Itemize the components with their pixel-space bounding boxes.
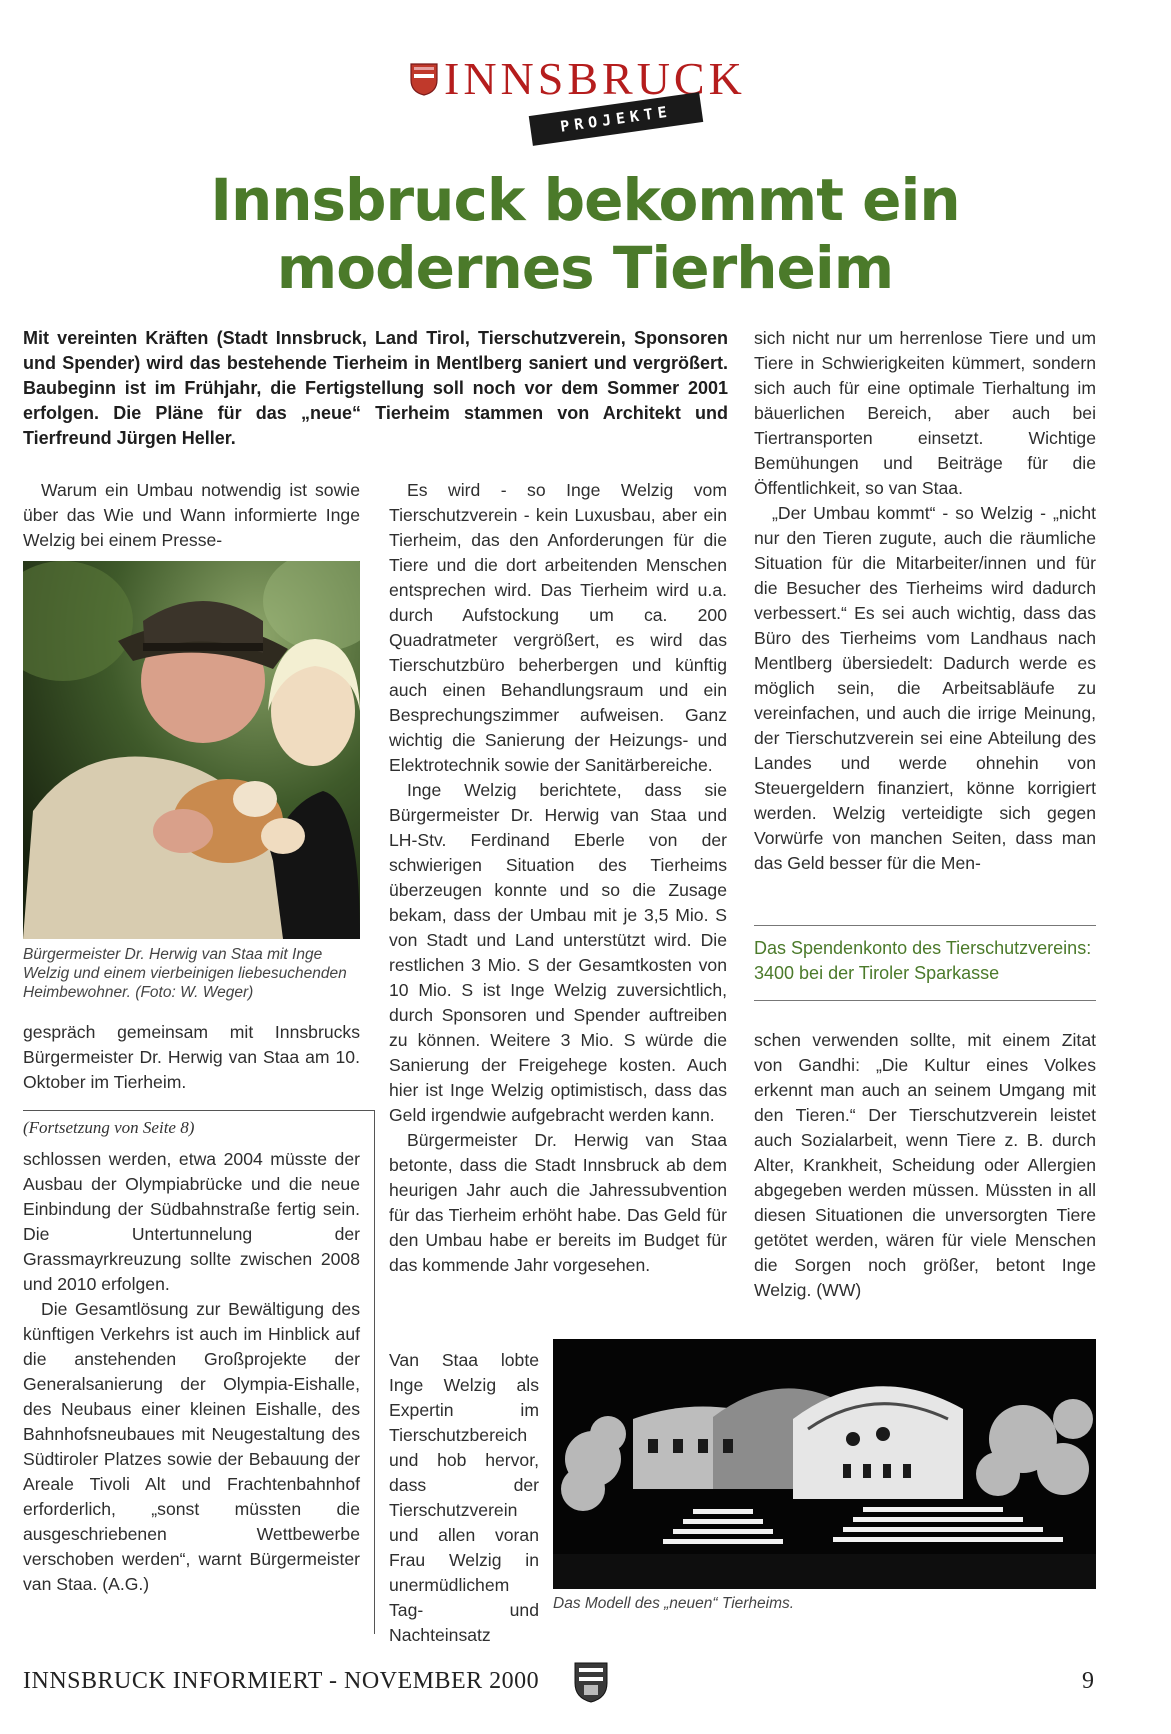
masthead-tag: PROJEKTE — [529, 92, 704, 146]
model-caption: Das Modell des „neuen“ Tierheims. — [553, 1595, 795, 1612]
headline-line-2: modernes Tierheim — [276, 234, 894, 302]
continued-p2: Die Gesamtlösung zur Bewältigung des künftigen Verkehrs ist auch im Hinblick auf die anstehenden Großprojekte der Generalsanierung der Olympia-Eishalle, des Neubaus einer kleinen Eishalle, des Bahnhofsneubaues mit Neugestaltung des Südtiroler Platzes sowie der Bebauung der Areale Tivoli Alt und Frachtenbahnhof erforderlich, „sonst müssten die ausgeschriebenen Wettbewerbe verschoben werden“, warnt Bürgermeister van Staa. (A.G.) — [23, 1299, 360, 1594]
col1-intro: Warum ein Umbau notwendig ist sowie über das Wie und Wann informierte Inge Welzig bei einem Presse- — [23, 480, 360, 550]
col3-p2: „Der Umbau kommt“ - so Welzig - „nicht nur den Tieren zugute, auch die räumliche Situation für die Mitarbeiter/innen und für die Besucher des Tierheims wird dadurch verbessert.“ Es sei auch wichtig, dass das Büro des Tierheims vom Landhaus nach Mentlberg übersiedelt: Dadurch werde es möglich sein, die Arbeitsabläufe zu vereinfachen, und auch die irrige Meinung, der Tierschutzverein sei eine Abteilung des Landes und werde ohnehin von Steuergeldern finanziert, könne korrigiert werden. Welzig verteidigte sich gegen Vorwürfe von manchen Seiten, dass man das Geld besser für die Men- — [754, 503, 1096, 873]
city-crest-icon — [410, 62, 438, 96]
headline-line-1: Innsbruck bekommt ein — [210, 166, 960, 234]
col2-block — [389, 478, 727, 1278]
model-image-tierheim — [553, 1339, 1096, 1589]
city-crest-footer-icon — [574, 1661, 608, 1703]
col1-after-photo: gespräch gemeinsam mit Innsbrucks Bürgermeister Dr. Herwig van Staa am 10. Oktober im Tierheim. — [23, 1022, 360, 1092]
col2-tail-block — [389, 1348, 539, 1648]
article-headline — [90, 166, 1080, 302]
col3-p1: sich nicht nur um herrenlose Tiere und um Tiere in Schwierigkeiten kümmert, sondern sich auch für eine optimale Tierhaltung im bäuerlichen Bereich, aber auch bei Tiertransporten einsetzt. Wichtige Bemühungen und Beiträge für die Öffentlichkeit, so van Staa. — [754, 328, 1096, 498]
continued-label: (Fortsetzung von Seite 8) — [23, 1118, 195, 1137]
col2-p4: Van Staa lobte Inge Welzig als Expertin im Tierschutzbereich und hob hervor, dass der Tierschutzverein und allen voran Frau Welzig in unermüdlichem Tag- und Nachteinsatz — [389, 1350, 539, 1645]
col3-p3: schen verwenden sollte, mit einem Zitat von Gandhi: „Die Kultur eines Volkes erkennt man auch an seinem Umgang mit den Tieren.“ Der Tierschutzverein leistet auch Sozialarbeit, wenn Tiere z. B. durch Alter, Krankheit, Scheidung oder Allergien abgegeben werden müssen. Müssten in all diesen Situationen die unversorgten Tiere getötet werden, wären für viele Menschen die Sorgen noch größer, betont Inge Welzig. (WW) — [754, 1030, 1096, 1300]
col1-after-photo-block — [23, 1020, 360, 1095]
col2-p1: Es wird - so Inge Welzig vom Tierschutzverein - kein Luxusbau, aber ein Tierheim, das den Anforderungen für die Tiere und die dort arbeitenden Menschen entsprechen wird. Das Tierheim wird u.a. durch Aufstockung um ca. 200 Quadratmeter vergrößert, es wird das Tierschutzbüro beherbergen und künftig auch einen Behandlungsraum und ein Besprechungszimmer aufweisen. Ganz wichtig die Sanierung der Heizungs- und Elektrotechnik sowie der Sanitärbereiche. — [389, 480, 727, 775]
col2-p2: Inge Welzig berichtete, dass sie Bürgermeister Dr. Herwig van Staa und LH-Stv. Ferdinand Eberle von der schwierigen Situation des Tierheims überzeugen konnte und so die Zusage bekam, dass der Umbau mit je 3,5 Mio. S von Stadt und Land unterstützt wird. Die restlichen 3 Mio. S der Gesamtkosten von 10 Mio. S ist Inge Welzig zuversichtlich, durch Sponsoren und Spender auftreiben zu können. Weitere 3 Mio. S würde die Sanierung der Freigehege kosten. Auch hier ist Inge Welzig optimistisch, dass das Geld irgendwie aufgebracht werden kann. — [389, 780, 727, 1125]
page-number: 9 — [1082, 1668, 1094, 1694]
photo-illustration — [23, 561, 360, 939]
footer-publication: INNSBRUCK INFORMIERT - NOVEMBER 2000 — [23, 1668, 540, 1694]
photo-mayor-with-dog — [23, 561, 360, 939]
col3-block — [754, 326, 1096, 876]
photo-caption: Bürgermeister Dr. Herwig van Staa mit Inge Welzig und einem vierbeinigen liebesuchenden Heimbewohner. (Foto: W. Weger) — [23, 946, 347, 1001]
model-illustration — [553, 1339, 1096, 1589]
lead-paragraph: Mit vereinten Kräften (Stadt Innsbruck, Land Tirol, Tierschutzverein, Sponsoren und Spender) wird das bestehende Tierheim in Mentlberg saniert und vergrößert. Baubeginn ist im Frühjahr, die Fertigstellung soll noch vor dem Sommer 2001 erfolgen. Die Pläne für das „neue“ Tierheim stammen von Architekt und Tierfreund Jürgen Heller. — [23, 328, 728, 448]
col3-after-callout — [754, 1028, 1096, 1303]
continued-p1: schlossen werden, etwa 2004 müsste der Ausbau der Olympiabrücke und die neue Einbindung der Südbahnstraße fertig sein. Die Untertunnelung der Grassmayrkreuzung sollte zwischen 2008 und 2010 erfolgen. — [23, 1149, 360, 1294]
masthead-brand: INNSBRUCK — [444, 53, 746, 104]
masthead — [408, 52, 746, 142]
donation-callout: Das Spendenkonto des Tierschutzvereins: 3400 bei der Tiroler Sparkasse — [754, 925, 1096, 1001]
col1-intro-block — [23, 478, 360, 553]
continued-story — [23, 1147, 360, 1597]
col2-p3: Bürgermeister Dr. Herwig van Staa betonte, dass die Stadt Innsbruck ab dem heurigen Jahr auch die Jahressubvention für das Tierheim erhöht habe. Das Geld für den Umbau habe er bereits im Budget für das kommende Jahr vorgesehen. — [389, 1130, 727, 1275]
